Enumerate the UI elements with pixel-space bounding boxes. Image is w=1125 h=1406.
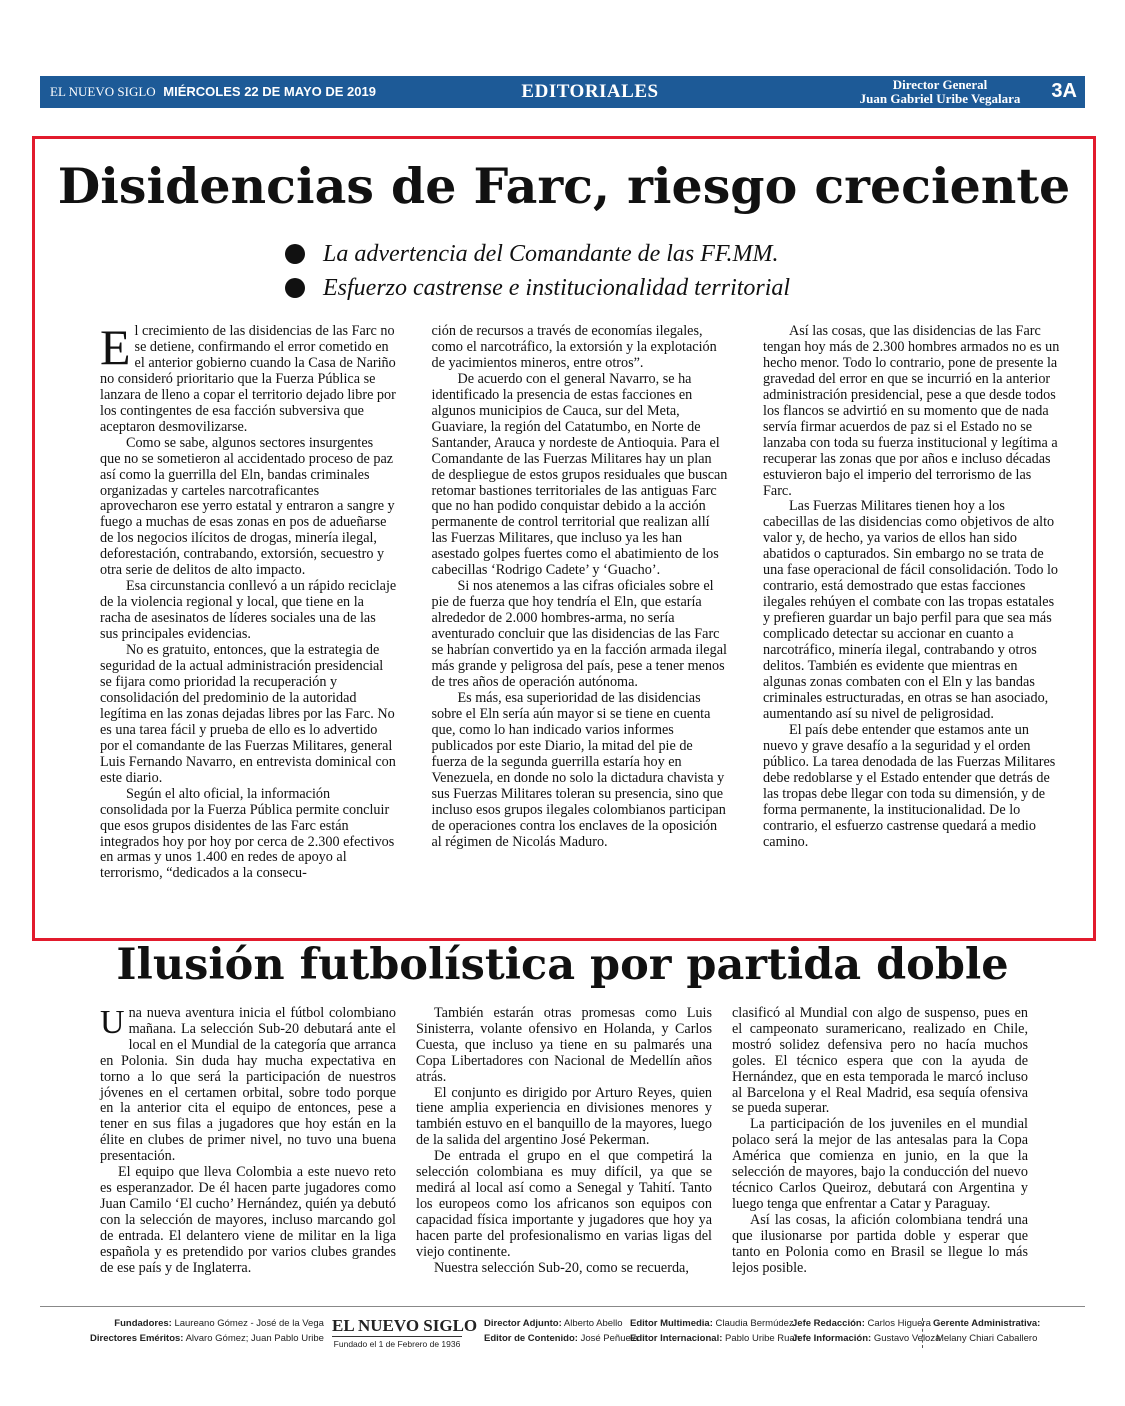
page-number: 3A	[1051, 80, 1077, 102]
emeritus-label: Directores Eméritos:	[90, 1333, 184, 1344]
drop-cap: U	[100, 1004, 125, 1041]
body-paragraph: Así las cosas, la afición colombiana tendrá una que ilusionarse por partida doble y esperar que tanto en Polonia como en Brasil se llegue lo más lejos posible.	[732, 1211, 1028, 1276]
header-date-line	[50, 84, 376, 100]
editors-block-2	[630, 1316, 800, 1346]
header-date: MIÉRCOLES 22 DE MAYO DE 2019	[163, 84, 376, 99]
subhead-item	[285, 271, 1045, 305]
article2-column-2	[416, 1006, 712, 1296]
body-paragraph: También estarán otras promesas como Luis Sinisterra, volante ofensivo en Holanda, y Carlos Cuesta, que incluso ya tiene en su palmarés una Copa Libertadores con Nacional de Medellín años atrás.	[416, 1005, 712, 1085]
emeritus-names: Alvaro Gómez; Juan Pablo Uribe	[185, 1333, 324, 1344]
info-label: Jefe Información:	[792, 1333, 872, 1344]
body-paragraph: El país debe entender que estamos ante un nuevo y grave desafío a la seguridad y el orden público. La tarea denodada de las Fuerzas Militares debe redoblarse y el Estado entender que detrás de las tropas debe llegar con toda su dimensión, y de forma permanente, la institucionalidad. De lo contrario, el esfuerzo castrense quedará a medio camino.	[763, 721, 1056, 850]
body-paragraph: De entrada el grupo en el que competirá la selección colombiana es muy difícil, ya que se medirá al local así como a Senegal y Tahití. Tanto los europeos como los africanos son equipos con capacidad física importante y jugadores que hoy ya hacen parte del profesionalismo en varias ligas del viejo continente.	[416, 1148, 712, 1260]
footer-separator	[922, 1318, 923, 1348]
logo-text: EL NUEVO SIGLO	[332, 1316, 478, 1335]
bullet-icon	[285, 244, 305, 264]
director-name: Juan Gabriel Uribe Vegalara	[859, 91, 1021, 106]
article2-body	[100, 1006, 1028, 1296]
body-paragraph: El equipo que lleva Colombia a este nuevo reto es esperanzador. De él hacen parte jugadores como Juan Camilo ‘El cucho’ Hernández, quién ya debutó con la selección de mayores, incluso marcando gol de entrada. El delantero viene de militar en la liga española y es pretendido por varios clubes grandes de ese país y de Inglaterra.	[100, 1164, 396, 1276]
body-paragraph-text: l crecimiento de las disidencias de las Farc no se detiene, confirmando el error cometido en el anterior gobierno cuando la Casa de Nariño no consideró prioritario que la Fuerza Pública se lanzara de lleno a copar el territorio dejado libre por los contingentes de esa facción subversiva que aceptaron desmovilizarse.	[100, 323, 396, 435]
body-paragraph: Así las cosas, que las disidencias de las Farc tengan hoy más de 2.300 hombres armados no es un hecho menor. Todo lo contrario, pone de presente la gravedad del error en que se incurrió en la anterior administración presidencial, pese a que desde todos los flancos se advirtió en su momento que de nada servía firmar acuerdos de paz si el Estado no se lanzaba con toda su fuerza institucional y legítima a recuperar las zonas que por años e incluso décadas estuvieron bajo el imperio del terrorismo de las Farc.	[763, 323, 1060, 499]
body-paragraph: Las Fuerzas Militares tienen hoy a los cabecillas de las disidencias como objetivos de alto valor y, de hecho, ya varios de ellos han sido abatidos o capturados. Sin embargo no se trata de una fase operacional de fácil consolidación. Todo lo contrario, está demostrado que estas facciones ilegales rehúyen el combate con las tropas estatales y prefieren guardar un bajo perfil para que sea más complicado detectar su accionar en cuanto a narcotráfico, minería ilegal, contrabando y otros delitos. También es evidente que mientras en algunas zonas combaten con el Eln y las bandas criminales estructuradas, en otras se han asociado, aumentando así su nivel de peligrosidad.	[763, 498, 1058, 722]
body-paragraph	[100, 319, 397, 436]
content-label: Editor de Contenido:	[484, 1333, 578, 1344]
article2-column-3	[732, 1006, 1028, 1296]
subhead-item	[285, 237, 1045, 271]
body-paragraph: clasificó al Mundial con algo de suspenso, pues en el campeonato suramericano, realizado en Chile, mostró solidez defensiva pero no hacía muchos goles. El técnico espera que con la ayuda de Hernández, que en esta temporada le marcó incluso al Barcelona y el Real Madrid, esa sequía ofensiva se pueda superar.	[732, 1005, 1028, 1117]
info-name: Gustavo Veloza	[873, 1333, 941, 1344]
article2-column-1	[100, 1006, 396, 1296]
manager-label: Gerente Administrativa:	[933, 1318, 1041, 1329]
drop-cap: E	[100, 319, 131, 375]
bullet-icon	[285, 278, 305, 298]
deputy-name: Alberto Abello	[563, 1318, 623, 1329]
article2-title: Ilusión futbolística por partida doble	[116, 940, 1009, 990]
footer-divider	[40, 1306, 1085, 1307]
founders-names: Laureano Gómez - José de la Vega	[174, 1318, 324, 1329]
subhead-text: La advertencia del Comandante de las FF.MM.	[323, 240, 779, 267]
editorial-column-1	[100, 319, 397, 924]
subhead-text: Esfuerzo castrense e institucionalidad territorial	[323, 274, 791, 301]
manager-name: Melany Chiari Caballero	[935, 1333, 1038, 1344]
deputy-label: Director Adjunto:	[484, 1318, 562, 1329]
section-title: EDITORIALES	[521, 81, 659, 102]
body-paragraph: De acuerdo con el general Navarro, se ha identificado la presencia de estas facciones en algunos municipios de Cauca, sur del Meta, Guaviare, la región del Catatumbo, en Norte de Santander, Arauca y nordeste de Antioquia. Para el Comandante de las Fuerzas Militares hay un plan de despliegue de estos grupos residuales que buscan retomar bastiones territoriales de las antiguas Farc que no han podido conquistar debido a la acción permanente de control territorial que realizan allí las Fuerzas Militares, que incluso ya les han asestado golpes fuertes como el abatimiento de los cabecillas ‘Rodrigo Cadete’ y ‘Guacho’.	[431, 370, 728, 579]
manager-block	[933, 1316, 1040, 1346]
founded-date: Fundado el 1 de Febrero de 1936	[333, 1339, 461, 1349]
editors-block-1	[484, 1316, 638, 1346]
newsroom-name: Carlos Higuera	[867, 1318, 931, 1329]
body-paragraph: Nuestra selección Sub-20, como se recuerda,	[434, 1259, 689, 1276]
multimedia-label: Editor Multimedia:	[630, 1318, 713, 1329]
editorial-highlight-box	[32, 136, 1096, 941]
editorial-column-2	[432, 324, 729, 924]
body-paragraph: Es más, esa superioridad de las disidencias sobre el Eln sería aún mayor si se tiene en cuenta que, como lo han indicado varios informes publicados por este Diario, la mitad del pie de fuerza de la segunda guerrilla estaría hoy en Venezuela, en donde no solo la dictadura chavista y sus Fuerzas Militares toleran su presencia, sino que incluso esos grupos ilegales colombianos participan de operaciones contra los enclaves de la oposición al régimen de Nicolás Maduro.	[431, 689, 726, 850]
editorial-title: Disidencias de Farc, riesgo creciente	[57, 157, 1071, 215]
director-label: Director General	[892, 77, 988, 92]
masthead-footer	[40, 1316, 1085, 1356]
body-paragraph: Esa circunstancia conllevó a un rápido reciclaje de la violencia regional y local, que tiene en la racha de asesinatos de líderes sociales una de las sus principales evidencias.	[100, 578, 397, 643]
founders-block	[90, 1316, 324, 1346]
newsroom-label: Jefe Redacción:	[792, 1318, 865, 1329]
body-paragraph: Como se sabe, algunos sectores insurgentes que no se sometieron al accidentado proceso de paz así como la guerrilla del Eln, bandas criminales organizadas y carteles narcotraficantes aprovecharon ese yerro estatal y entraron a sangre y fuego a muchas de esas zonas en pos de adueñarse de los negocios ilícitos de drogas, minería ilegal, deforestación, contrabando, extorsión, secuestro y otra serie de delitos de alto impacto.	[100, 434, 395, 579]
header-director	[820, 78, 1060, 106]
body-paragraph	[100, 1006, 396, 1165]
footer-logo	[332, 1316, 478, 1352]
body-paragraph-text: na nueva aventura inicia el fútbol colombiano mañana. La selección Sub-20 debutará ante el local en el Mundial de la categoría que arranca en Polonia. Sin duda hay mucha expectativa en torno a lo que será la participación de nuestros jóvenes en el certamen orbital, sobre todo porque en la anterior cita el equipo de entonces, pese a tener en sus filas a jugadores que hoy están en la élite en clubes de primer nivel, no tuvo una buena presentación.	[100, 1005, 396, 1165]
editorial-column-3	[763, 324, 1060, 924]
founders-label: Fundadores:	[114, 1318, 172, 1329]
body-paragraph: ción de recursos a través de economías ilegales, como el narcotráfico, la extorsión y la explotación de yacimientos mineros, entre otros”.	[431, 323, 717, 371]
editorial-subheads	[285, 237, 1045, 305]
body-paragraph: Según el alto oficial, la información consolidada por la Fuerza Pública permite concluir que esos grupos disidentes de las Farc están integrados hoy por hoy por cerca de 2.300 efectivos en armas y unos 1.400 en redes de apoyo al terrorismo, “dedicados a la consecu-	[100, 785, 395, 882]
editorial-body	[100, 319, 1060, 924]
multimedia-name: Claudia Bermúdez	[715, 1318, 794, 1329]
body-paragraph: El conjunto es dirigido por Arturo Reyes, quien tiene amplia experiencia en divisiones menores y también estuvo en el banquillo de la mayores, luego de la salida del argentino José Pekerman.	[416, 1084, 712, 1149]
header-bar	[40, 76, 1085, 108]
content-name: José Peñuela	[580, 1333, 639, 1344]
body-paragraph: Si nos atenemos a las cifras oficiales sobre el pie de fuerza que hoy tendría el Eln, que estaría alrededor de 2.000 hombres-arma, no sería aventurado concluir que las disidencias de las Farc se habrían convertido ya en la facción armada ilegal más grande y peligrosa del país, pese a tener menos de tres años de operación autónoma.	[431, 578, 727, 690]
intl-name: Pablo Uribe Ruan	[725, 1333, 801, 1344]
body-paragraph: No es gratuito, entonces, que la estrategia de seguridad de la actual administración presidencial se fijara como prioridad la recuperación y consolidación del predominio de la autoridad legítima en las zonas dejadas libres por las Farc. No es una tarea fácil y prueba de ello es lo advertido por el comandante de las Fuerzas Militares, general Luis Fernando Navarro, en entrevista dominical con este diario.	[100, 642, 396, 786]
intl-label: Editor Internacional:	[630, 1333, 723, 1344]
body-paragraph: La participación de los juveniles en el mundial polaco será la mejor de las antesalas para la Copa América que comienza en junio, en la que la selección de mayores, bajo la conducción del nuevo técnico Carlos Queiroz, debutará con Argentina y luego tenga que enfrentar a Catar y Paraguay.	[732, 1116, 1028, 1212]
editors-block-3	[792, 1316, 940, 1346]
header-paper-name: EL NUEVO SIGLO	[50, 84, 156, 99]
